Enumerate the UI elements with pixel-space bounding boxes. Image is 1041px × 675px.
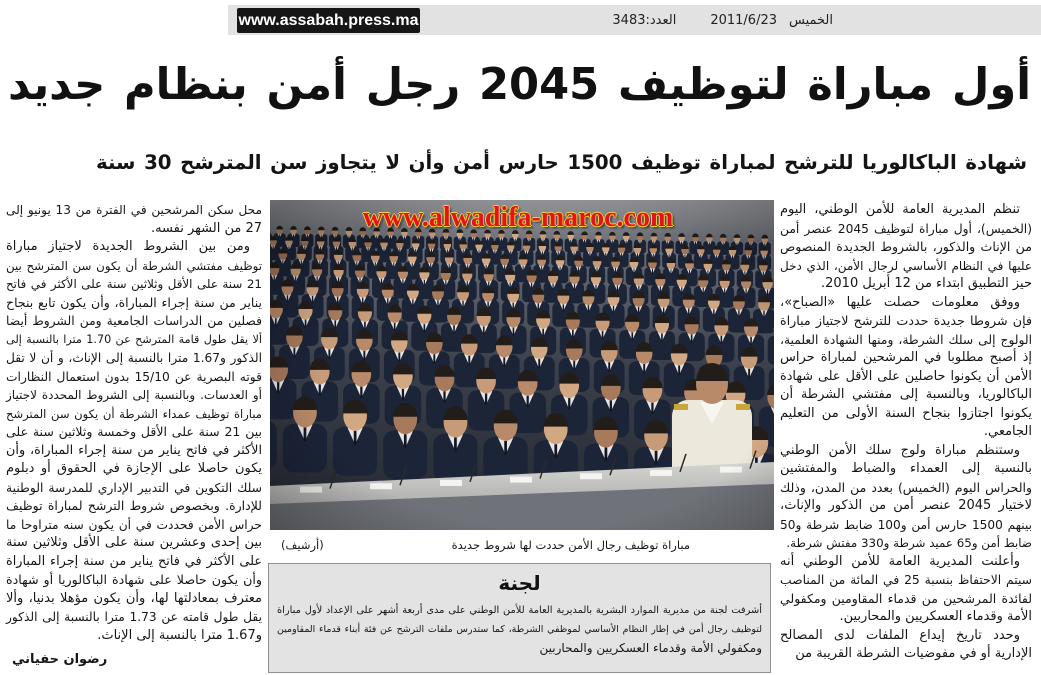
- issue-number: العدد:3483: [612, 13, 677, 28]
- article-line: الذكور و1.67 مترا بالنسبة إلى الإناث، و أن لا تقل: [6, 351, 262, 365]
- sidebar-box-text: [277, 602, 762, 658]
- article-line: عليها في النظام الأساسي لرجال الأمن، الذي دخل: [780, 258, 1032, 273]
- article-paragraph: [277, 602, 762, 658]
- article-line: الأمة وقدماء العسكريين والمحاربين.: [839, 609, 1032, 624]
- article-line: ووفق معلومات حصلت عليها «الصباح»،: [780, 294, 1020, 310]
- article-paragraph: [780, 553, 1032, 627]
- article-line: على الأكثر في فاتح يناير من سنة إجراء المباراة: [6, 553, 262, 569]
- photo-credit: (أرشيف): [281, 538, 324, 552]
- article-line: بينهم 1500 حارس أمن و100 ضابط شرطة و50: [780, 517, 1032, 532]
- author-byline: رضوان حفياني: [12, 652, 108, 667]
- article-paragraph: [780, 201, 1032, 294]
- article-line: الباكالوريا، وبالنسبة إلى مفتشي الشرطة أن: [780, 387, 1032, 402]
- article-line: لاختيار 2045 عنصر أمن من الذكور والإناث،: [780, 498, 1033, 513]
- article-line: وحدد تاريخ إيداع الملفات لدى المصالح: [780, 627, 1020, 643]
- article-line: الولوج إلى سلك الشرطة، ومنها الشهادة العلمية،: [780, 332, 1032, 347]
- article-line: من الإناث والذكور، بالشروط الجديدة المنصوص: [780, 239, 1032, 254]
- article-line: حيز التطبيق ابتداء من 12 أبريل 2010.: [821, 276, 1032, 291]
- article-line: ومن بين الشروط الجديدة لاجتياز مباراة: [6, 239, 250, 254]
- article-line: سيتم الاحتفاظ بنسبة 25 في المائة من المناصب: [780, 573, 1032, 587]
- site-url: www.assabah.press.ma: [237, 8, 420, 33]
- article-line: والحراس اليوم (الخميس) بعدد من المدن، وذلك: [780, 479, 1032, 495]
- article-column-left: [6, 201, 262, 645]
- article-line: حراس الأمن فحددت في أن يكون سنه متراوحا ما: [6, 517, 262, 532]
- article-line: فصلين من الدراسات الجامعية ومن الشروط أيضا: [6, 314, 262, 328]
- article-paragraph: [780, 442, 1032, 553]
- dateline: [612, 8, 833, 33]
- auditorium-scene: [270, 200, 774, 530]
- article-paragraph: [780, 294, 1032, 442]
- article-line: وأعلنت المديرية العامة للأمن الوطني أنه: [780, 553, 1020, 569]
- article-line: لفائدة المرشحين من قدماء المقاومين ومكفولي: [780, 590, 1032, 606]
- article-line: (الخميس)، أول مباراة لتوظيف 2045 عنصر أمن: [780, 221, 1032, 236]
- article-line: محل سكن المرشحين في الفترة من 13 يونيو إلى: [6, 203, 262, 217]
- article-line: توظيف مفتشي الشرطة أن يكون سن المترشح بين: [6, 258, 262, 273]
- article-line: وستنظم مباراة ولوج سلك الأمن الوطني: [780, 442, 1020, 458]
- article-line: تنظم المديرية العامة للأمن الوطني، اليوم: [780, 202, 1020, 217]
- article-line: بين 21 سنة على الأقل وخمسة وثلاثين سنة على: [6, 424, 262, 439]
- sidebar-box: [268, 563, 771, 673]
- article-line: وأن يكون حاصلا على شهادة الباكالوريا أو شهادة: [6, 572, 262, 587]
- article-line: للإدارة. وبخصوص شروط الترشح لمباراة توظيف: [6, 498, 262, 513]
- article-line: يكونوا اجتازوا بنجاح السنة الأولى من التعليم: [780, 405, 1032, 421]
- article-line: ألا يقل طول قامة المترشح عن 1.70 مترا بالنسبة إلى: [6, 332, 262, 346]
- watermark: www.alwadifa-maroc.com: [362, 202, 674, 233]
- article-line: ومكفولي الأمة وقدماء العسكريين والمحاربين: [539, 641, 762, 655]
- article-line: ضابط أمن و65 عميد شرطة و330 مفتش شرطة.: [786, 536, 1032, 550]
- article-line: الجامعي.: [983, 424, 1032, 439]
- headline: أول مباراة لتوظيف 2045 رجل أمن بنظام جديد: [8, 60, 1032, 110]
- article-line: بين إحدى وعشرين سنة على الأقل وثلاثين سنة: [6, 535, 262, 550]
- article-line: 27 من الشهر نفسه.: [150, 220, 262, 236]
- article-line: مباراة توظيف عمداء الشرطة أن يكون سن المترشح: [6, 406, 262, 421]
- article-line: يناير من سنة إجراء المباراة، وأن يكون تابع بنجاح: [6, 294, 262, 310]
- article-line: يكون حاصلا على الإجازة في الحقوق أو دبلوم: [6, 461, 262, 476]
- article-line: الأمن أن يكونوا حاصلين على الأقل على شهادة: [780, 368, 1032, 384]
- article-line: الإدارية أو في مفوضيات الشرطة القريبة من: [795, 646, 1032, 661]
- news-photo: [270, 200, 774, 530]
- sidebar-box-title: لجنة: [498, 571, 541, 595]
- article-line: و1.67 مترا بالنسبة إلى الإناث.: [97, 627, 262, 643]
- article-line: معترف بمعادلتها لها، وأن يكون مؤهلا بدنيا، وألا: [6, 590, 262, 606]
- photo-vignette: [270, 200, 774, 530]
- photo-caption: مباراة توظيف رجال الأمن حددت لها شروط جديدة: [451, 538, 690, 552]
- issue-date: 2011/6/23: [710, 13, 778, 28]
- article-line: بالنسبة إلى العمداء والضباط والمفتشين: [780, 461, 1032, 476]
- article-paragraph: [6, 238, 262, 645]
- article-line: يقل طول قامته عن 1.73 مترا بالنسبة إلى الذكور: [6, 610, 262, 624]
- article-line: أشرفت لجنة من مديرية الموارد البشرية بالمديرية العامة للأمن الوطني على مدى أربعة أشهر على الإعداد لأول مباراة: [277, 605, 762, 616]
- article-line: لتوظيف رجال أمن في إطار النظام الأساسي لموظفي الشرطة، كما ستدرس ملفات الترشح عن فئة أبناء قدماء المقاومين: [277, 623, 762, 635]
- article-paragraph: [6, 201, 262, 238]
- issue-day: الخميس: [789, 13, 833, 28]
- article-line: أو العدسات. وبالنسبة إلى الشروط المحددة لاجتياز: [6, 388, 262, 402]
- article-line: فإن شروطا جديدة حددت للترشح لاجتياز مباراة: [780, 313, 1032, 328]
- article-line: الأكثر في فاتح يناير من سنة إجراء المباراة، وأن: [6, 442, 262, 458]
- article-line: قوته البصرية عن 15/10 بدون استعمال النظارات: [6, 369, 262, 384]
- article-line: 21 سنة على الأقل وثلاثين سنة على الأكثر في فاتح: [6, 277, 262, 291]
- article-line: سلك التكوين في التدبير الإداري للمدرسة الوطنية: [6, 480, 262, 495]
- article-column-right: [780, 201, 1032, 664]
- article-paragraph: [780, 627, 1032, 664]
- subheadline: شهادة الباكالوريا للترشح لمباراة توظيف 1500 حارس أمن وأن لا يتجاوز سن المترشح 30 سنة: [96, 151, 1028, 174]
- article-line: إذ أصبح مطلوبا في المرشحين لمباراة حراس: [780, 350, 1032, 365]
